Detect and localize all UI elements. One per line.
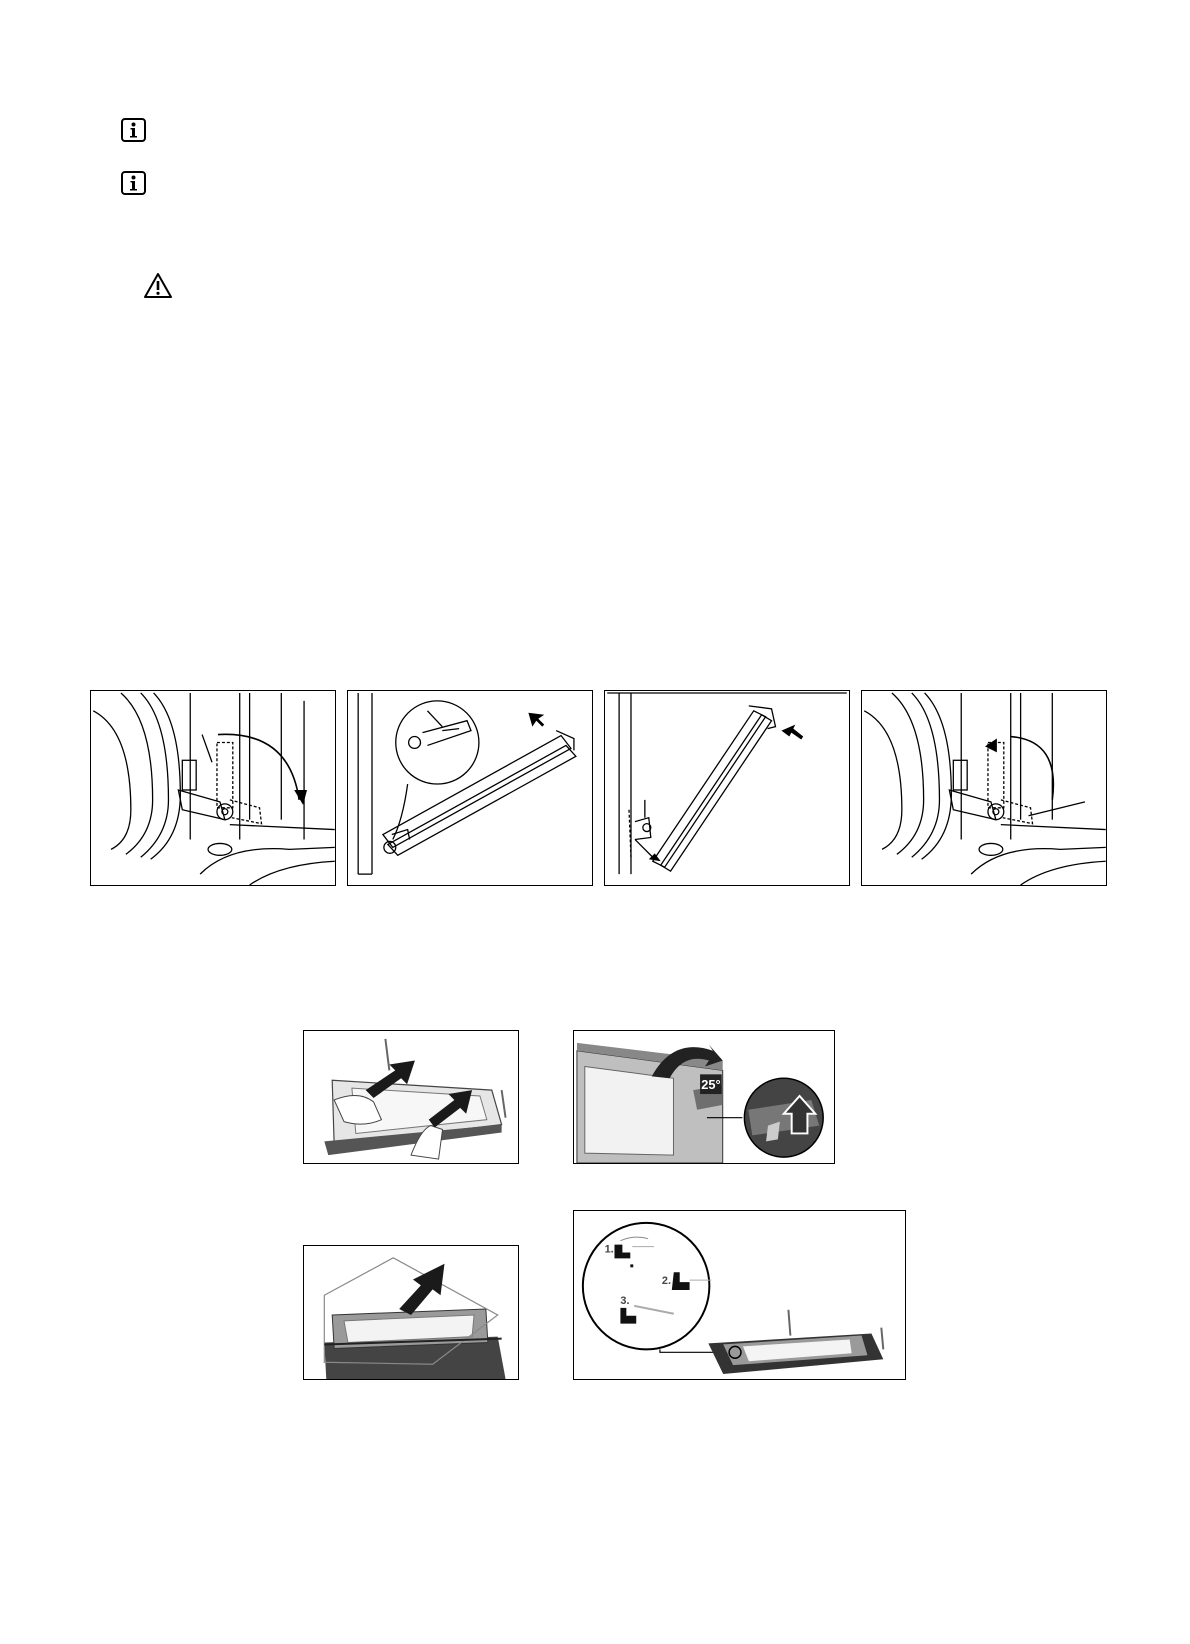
clip-detail-illustration: [573, 1210, 906, 1380]
hinge-open-illustration: [90, 690, 336, 886]
door-tilt-illustration: [573, 1030, 835, 1164]
warning-triangle-icon: [143, 272, 173, 299]
step-1-label: 1.: [604, 1243, 614, 1256]
info-icon: [121, 171, 146, 195]
step-3-label: 3.: [620, 1294, 630, 1307]
glass-slide-illustration: [303, 1245, 519, 1380]
door-lift-illustration: [347, 690, 593, 886]
hinge-close-illustration: [861, 690, 1107, 886]
info-icon: [121, 118, 146, 142]
glass-push-illustration: [303, 1030, 519, 1164]
step-2-label: 2.: [661, 1275, 671, 1288]
door-close-illustration: [604, 690, 850, 886]
angle-label: 25°: [701, 1077, 721, 1093]
